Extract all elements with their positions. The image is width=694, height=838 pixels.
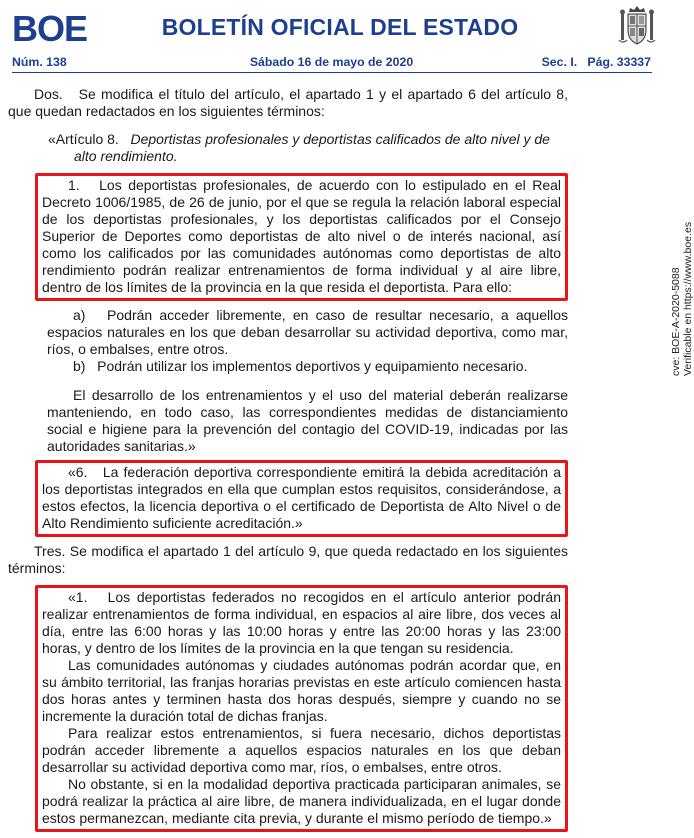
article-8-paragraph-6: «6. La federación deportiva correspondiente emitirá la debida acreditación a los deportistas integrados en ella que cumplan estos requisitos, considerándose, a estos efectos, la licencia deportiva o el certificado de Deportista de Alto Nivel o de Alto Rendimiento suficiente acreditación.» <box>42 464 565 531</box>
article-8-title: Deportistas profesionales y deportistas calificados de alto nivel y de <box>130 131 550 147</box>
issue-meta <box>12 55 651 71</box>
paragraph-dos: Dos. Se modifica el título del artículo, el apartado 1 y el apartado 6 del artículo 8, que quedan redactados en los siguientes términos: <box>8 86 572 119</box>
article-9-paragraph-1: «1. Los deportistas federados no recogidos en el artículo anterior podrán realizar entrenamientos de forma individual, en espacios al aire libre, dos veces al día, entre las 6:00 horas y las 10:00 horas y entre las 20:00 horas y las 23:00 horas, y dentro de los límites de la provincia en la que tengan su residencia. <box>42 589 565 656</box>
highlight-box <box>35 585 568 832</box>
verification-note <box>670 221 694 376</box>
section-page: Sec. I. Pág. 33337 <box>541 55 651 69</box>
article-9-paragraph-2: Las comunidades autónomas y ciudades autónomas podrán acordar que, en su ámbito territorial, las franjas horarias previstas en este artículo comiencen hasta dos horas antes y terminen hasta dos horas después, siempre y cuando no se incremente la duración total de dichas franjas. <box>42 657 561 724</box>
boe-header <box>0 0 689 72</box>
document-body <box>8 86 572 832</box>
article-8-label: «Artículo 8. <box>48 131 119 147</box>
article-8-development: El desarrollo de los entrenamientos y el uso del material deberán realizarse manteniendo, en todo caso, las correspondientes medidas de distanciamiento social e higiene para la prevención del contagio del COVID-19, indicadas por las autoridades sanitarias.» <box>47 387 568 454</box>
boe-logo <box>12 8 88 49</box>
spain-coat-of-arms-icon <box>615 4 659 48</box>
cve-code: cve: BOE-A-2020-5088 <box>670 267 682 376</box>
highlight-box <box>35 173 568 301</box>
highlight-box <box>35 460 568 537</box>
article-9-paragraph-3: Para realizar estos entrenamientos, si fuera necesario, dichos deportistas podrán acceder libremente a aquellos espacios naturales en los que deban desarrollar su actividad deportiva como mar, ríos, o embalses, entre otros. <box>42 725 561 775</box>
article-8-heading <box>8 131 568 148</box>
svg-text:BOE: BOE <box>12 8 88 49</box>
paragraph-tres: Tres. Se modifica el apartado 1 del artículo 9, que queda redactado en los siguientes términos: <box>8 543 568 576</box>
list-item-b: b) Podrán utilizar los implementos deportivos y equipamiento necesario. <box>73 358 528 374</box>
list-item-a: a) Podrán acceder libremente, en caso de resultar necesario, a aquellos espacios naturales en los que deban desarrollar su actividad deportiva, como mar, ríos, o embalses, entre otros. <box>47 307 572 357</box>
article-8-title-cont: alto rendimiento. <box>74 148 178 164</box>
header-divider <box>12 72 652 73</box>
verification-url: Verificable en https://www.boe.es <box>682 221 694 376</box>
issue-date: Sábado 16 de mayo de 2020 <box>249 55 414 69</box>
article-8-paragraph-1: 1. Los deportistas profesionales, de acuerdo con lo estipulado en el Real Decreto 1006/1985, de 26 de junio, por el que se regula la relación laboral especial de los deportistas profesionales, y los deportistas calificados por el Consejo Superior de Deportes como deportistas de alto nivel o de interés nacional, así como los calificados por las comunidades autónomas como deportistas de alto rendimiento podrán realizar entrenamientos de forma individual y al aire libre, dentro de los límites de la provincia en la que resida el deportista. Para ello: <box>42 177 565 295</box>
article-9-paragraph-4: No obstante, si en la modalidad deportiva practicada participaran animales, se podrá realizar la práctica al aire libre, de manera individualizada, en el lugar donde estos permanezcan, mediante cita previa, y durante el mismo período de tiempo.» <box>42 776 561 826</box>
page-title: BOLETÍN OFICIAL DEL ESTADO <box>161 14 519 40</box>
issue-number: Núm. 138 <box>12 55 67 69</box>
